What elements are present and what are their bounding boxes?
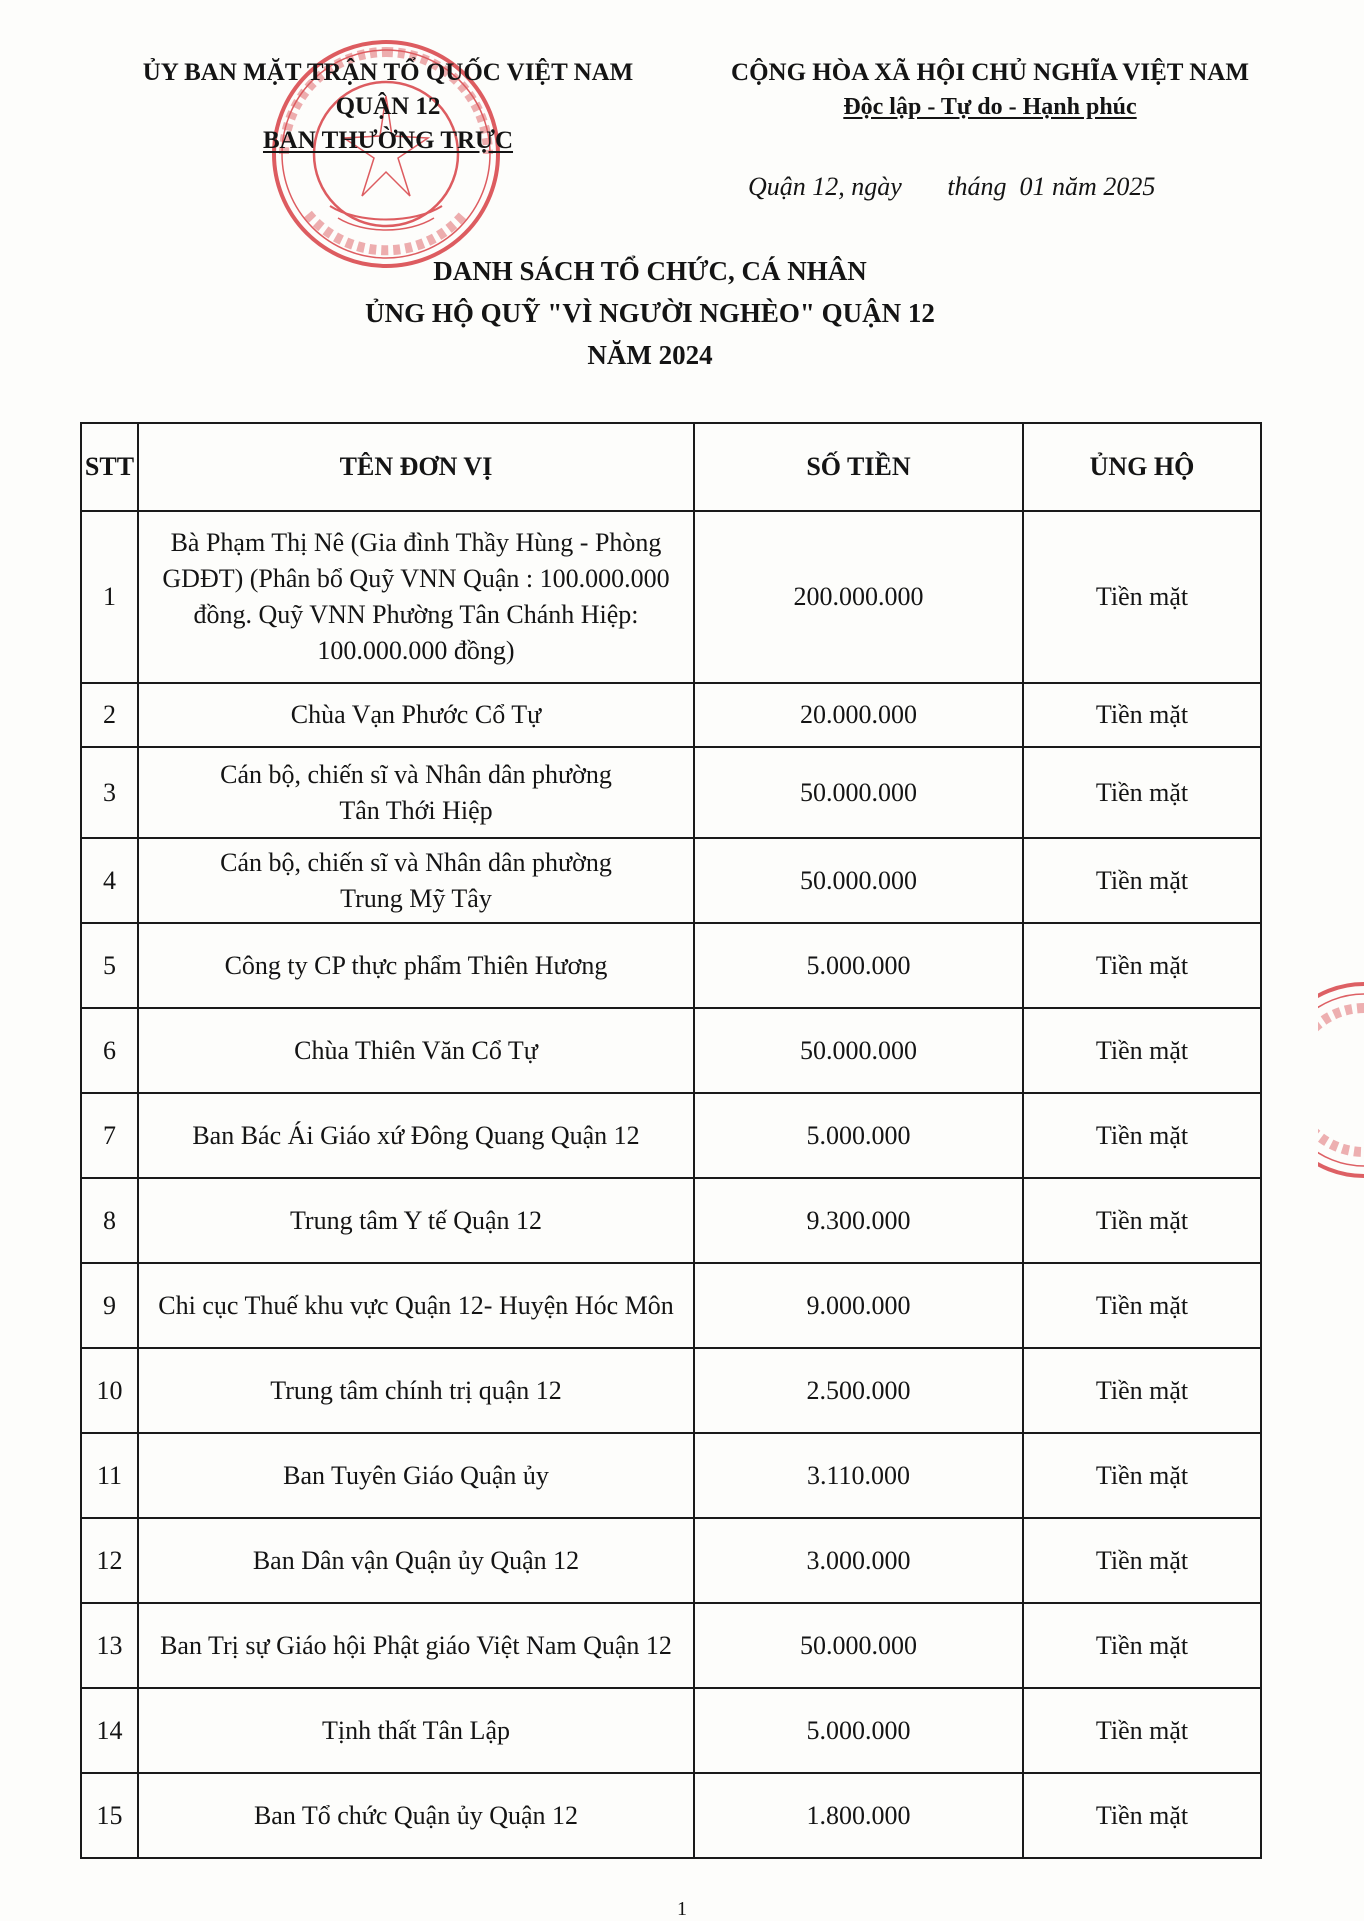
row-type: Tiền mặt: [1023, 1688, 1261, 1773]
table-row: [81, 1263, 1261, 1348]
row-name: Trung tâm Y tế Quận 12: [138, 1178, 694, 1263]
row-stt: 8: [81, 1178, 138, 1263]
table-row: [81, 1008, 1261, 1093]
row-amount: 50.000.000: [694, 747, 1023, 838]
row-type: Tiền mặt: [1023, 923, 1261, 1008]
row-amount: 50.000.000: [694, 838, 1023, 923]
table-header-row: [81, 423, 1261, 511]
table-row: [81, 1348, 1261, 1433]
row-type: Tiền mặt: [1023, 683, 1261, 747]
row-stt: 13: [81, 1603, 138, 1688]
row-name: Chùa Vạn Phước Cổ Tự: [138, 683, 694, 747]
national-motto: Độc lập - Tự do - Hạnh phúc: [843, 94, 1137, 120]
row-name: Trung tâm chính trị quận 12: [138, 1348, 694, 1433]
col-header-name: TÊN ĐƠN VỊ: [138, 423, 694, 511]
org-district: QUẬN 12: [335, 93, 441, 120]
col-header-amount: SỐ TIỀN: [694, 423, 1023, 511]
row-stt: 5: [81, 923, 138, 1008]
row-type: Tiền mặt: [1023, 511, 1261, 683]
table-row: [81, 1093, 1261, 1178]
table-row: [81, 1688, 1261, 1773]
row-type: Tiền mặt: [1023, 1263, 1261, 1348]
row-type: Tiền mặt: [1023, 1093, 1261, 1178]
row-stt: 15: [81, 1773, 138, 1858]
donor-table: [80, 422, 1262, 1859]
row-stt: 10: [81, 1348, 138, 1433]
table-row: [81, 838, 1261, 923]
row-amount: 5.000.000: [694, 923, 1023, 1008]
row-stt: 9: [81, 1263, 138, 1348]
row-amount: 3.000.000: [694, 1518, 1023, 1603]
row-amount: 50.000.000: [694, 1603, 1023, 1688]
org-name: ỦY BAN MẶT TRẬN TỔ QUỐC VIỆT NAM: [142, 59, 634, 86]
row-type: Tiền mặt: [1023, 1773, 1261, 1858]
row-name: Chùa Thiên Văn Cổ Tự: [138, 1008, 694, 1093]
national-heading: [680, 56, 1300, 124]
nation-name: CỘNG HÒA XÃ HỘI CHỦ NGHĨA VIỆT NAM: [731, 59, 1249, 86]
table-row: [81, 683, 1261, 747]
row-name: Cán bộ, chiến sĩ và Nhân dân phường Trung Mỹ Tây: [138, 838, 694, 923]
row-stt: 1: [81, 511, 138, 683]
row-stt: 6: [81, 1008, 138, 1093]
document-date: Quận 12, ngày tháng 01 năm 2025: [748, 172, 1156, 201]
col-header-type: ỦNG HỘ: [1023, 423, 1261, 511]
row-name: Ban Dân vận Quận ủy Quận 12: [138, 1518, 694, 1603]
table-row: [81, 1433, 1261, 1518]
row-type: Tiền mặt: [1023, 1603, 1261, 1688]
row-stt: 11: [81, 1433, 138, 1518]
title-line-3: NĂM 2024: [587, 340, 713, 370]
row-amount: 9.000.000: [694, 1263, 1023, 1348]
title-line-2: ỦNG HỘ QUỸ "VÌ NGƯỜI NGHÈO" QUẬN 12: [365, 298, 935, 328]
row-name: Tịnh thất Tân Lập: [138, 1688, 694, 1773]
row-stt: 12: [81, 1518, 138, 1603]
row-name: Bà Phạm Thị Nê (Gia đình Thầy Hùng - Phòng GDĐT) (Phân bổ Quỹ VNN Quận : 100.000.000 đồng. Quỹ VNN Phường Tân Chánh Hiệp: 100.000.000 đồng): [138, 511, 694, 683]
row-stt: 2: [81, 683, 138, 747]
issuing-organization: [108, 56, 668, 158]
table-row: [81, 747, 1261, 838]
row-amount: 5.000.000: [694, 1688, 1023, 1773]
row-name: Ban Tuyên Giáo Quận ủy: [138, 1433, 694, 1518]
row-amount: 1.800.000: [694, 1773, 1023, 1858]
partial-seal-stamp: [1318, 980, 1364, 1180]
col-header-stt: STT: [81, 423, 138, 511]
row-name: Chi cục Thuế khu vực Quận 12- Huyện Hóc Môn: [138, 1263, 694, 1348]
row-amount: 9.300.000: [694, 1178, 1023, 1263]
row-name: Ban Trị sự Giáo hội Phật giáo Việt Nam Quận 12: [138, 1603, 694, 1688]
row-name: Ban Bác Ái Giáo xứ Đông Quang Quận 12: [138, 1093, 694, 1178]
row-type: Tiền mặt: [1023, 838, 1261, 923]
row-stt: 4: [81, 838, 138, 923]
row-amount: 3.110.000: [694, 1433, 1023, 1518]
page-number: 1: [677, 1898, 687, 1920]
table-row: [81, 1518, 1261, 1603]
row-type: Tiền mặt: [1023, 1178, 1261, 1263]
row-amount: 5.000.000: [694, 1093, 1023, 1178]
row-amount: 50.000.000: [694, 1008, 1023, 1093]
row-type: Tiền mặt: [1023, 1518, 1261, 1603]
org-department: BAN THƯỜNG TRỰC: [262, 127, 514, 154]
row-name: Cán bộ, chiến sĩ và Nhân dân phường Tân Thới Hiệp: [138, 747, 694, 838]
row-stt: 3: [81, 747, 138, 838]
title-line-1: DANH SÁCH TỔ CHỨC, CÁ NHÂN: [433, 256, 867, 286]
row-type: Tiền mặt: [1023, 747, 1261, 838]
table-row: [81, 1603, 1261, 1688]
row-amount: 2.500.000: [694, 1348, 1023, 1433]
table-row: [81, 1773, 1261, 1858]
row-amount: 200.000.000: [694, 511, 1023, 683]
row-type: Tiền mặt: [1023, 1008, 1261, 1093]
row-amount: 20.000.000: [694, 683, 1023, 747]
row-name: Ban Tổ chức Quận ủy Quận 12: [138, 1773, 694, 1858]
row-stt: 14: [81, 1688, 138, 1773]
table-row: [81, 1178, 1261, 1263]
row-type: Tiền mặt: [1023, 1348, 1261, 1433]
row-name: Công ty CP thực phẩm Thiên Hương: [138, 923, 694, 1008]
document-title: [240, 250, 1060, 376]
row-type: Tiền mặt: [1023, 1433, 1261, 1518]
table-row: [81, 511, 1261, 683]
table-row: [81, 923, 1261, 1008]
row-stt: 7: [81, 1093, 138, 1178]
